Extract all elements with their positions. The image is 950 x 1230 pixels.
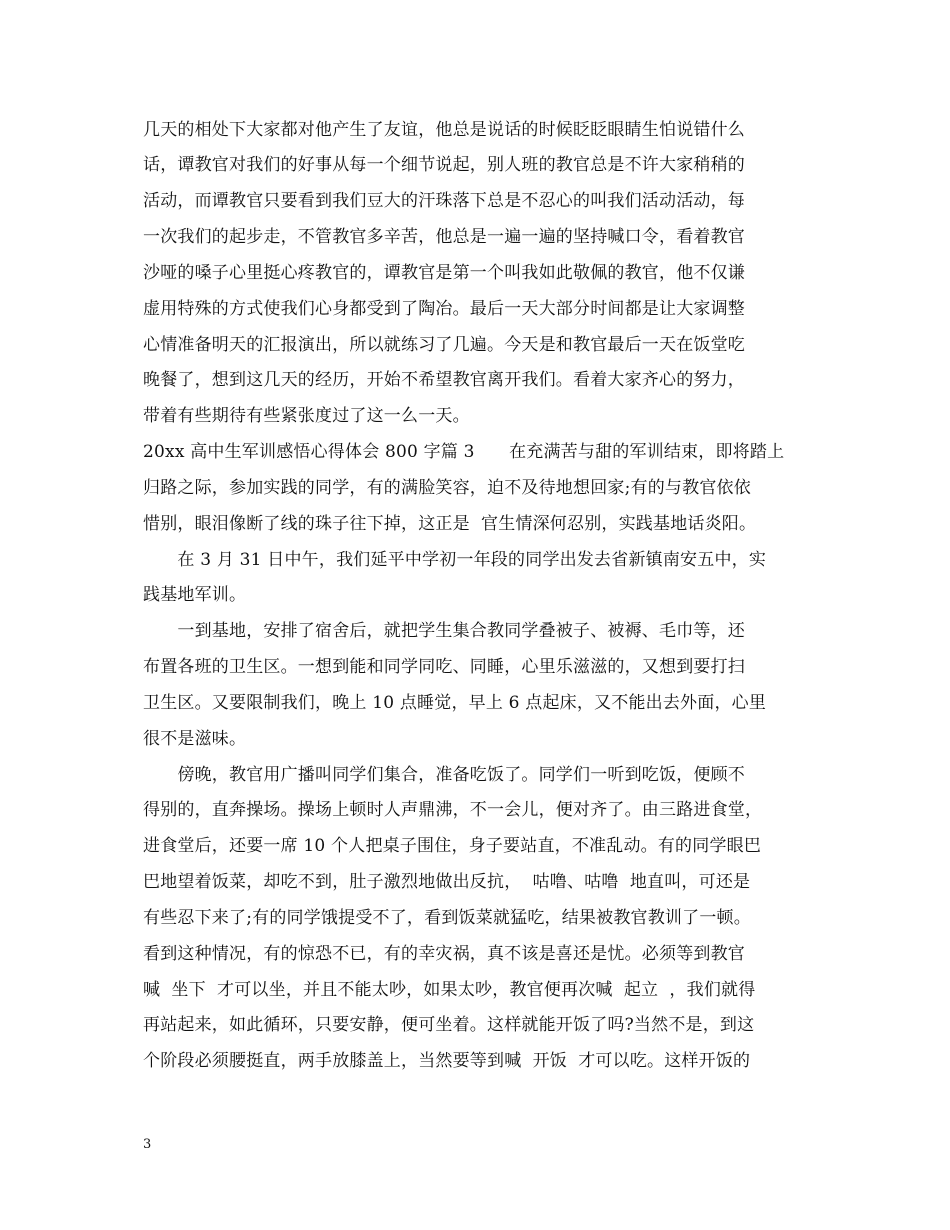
text-line: 心情准备明天的汇报演出，所以就练习了几遍。今天是和教官最后一天在饭堂吃 bbox=[143, 335, 745, 355]
text-line: 沙哑的嗓子心里挺心疼教官的，谭教官是第一个叫我如此敬佩的教官，他不仅谦 bbox=[143, 263, 745, 283]
text-line: 践基地军训。 bbox=[143, 585, 247, 605]
page-number: 3 bbox=[143, 1137, 152, 1152]
text-line: 晚餐了，想到这几天的经历，开始不希望教官离开我们。看着大家齐心的努力， bbox=[143, 370, 745, 390]
text-line: 卫生区。又要限制我们，晚上 10 点睡觉，早上 6 点起床，又不能出去外面，心里 bbox=[143, 693, 767, 713]
text-line: 个阶段必须腰挺直，两手放膝盖上，当然要等到喊 开饭 才可以吃。这样开饭的 bbox=[143, 1051, 751, 1071]
text-line: 几天的相处下大家都对他产生了友谊，他总是说话的时候眨眨眼睛生怕说错什么 bbox=[143, 120, 745, 140]
text-line: 话，谭教官对我们的好事从每一个细节说起，别人班的教官总是不许大家稍稍的 bbox=[143, 155, 745, 175]
section-heading-line: 20xx 高中生军训感悟心得体会 800 字篇 3 在充满苦与甜的军训结束，即将踏上 bbox=[143, 442, 785, 462]
text-line: 活动，而谭教官只要看到我们豆大的汗珠落下总是不忍心的叫我们活动活动，每 bbox=[143, 191, 745, 211]
text-line: 带着有些期待有些紧张度过了这一么一天。 bbox=[143, 406, 470, 426]
text-line: 傍晚，教官用广播叫同学们集合，准备吃饭了。同学们一听到吃饭，便顾不 bbox=[143, 765, 745, 785]
text-line: 得别的，直奔操场。操场上顿时人声鼎沸，不一会儿，便对齐了。由三路进食堂， bbox=[143, 800, 763, 820]
text-line: 看到这种情况，有的惊恐不已，有的幸灾祸，真不该是喜还是忧。必须等到教官 bbox=[143, 944, 745, 964]
text-line: 巴地望着饭菜，却吃不到，肚子激烈地做出反抗， 咕噜、咕噜 地直叫，可还是 bbox=[143, 872, 751, 892]
text-line: 归路之际，参加实践的同学，有的满脸笑容，迫不及待地想回家;有的与教官依依 bbox=[143, 478, 751, 498]
text-line: 进食堂后，还要一席 10 个人把桌子围住，身子要站直，不准乱动。有的同学眼巴 bbox=[143, 836, 762, 856]
text-line: 一到基地，安排了宿舍后，就把学生集合教同学叠被子、被褥、毛巾等，还 bbox=[143, 621, 745, 641]
text-line: 在 3 月 31 日中午，我们延平中学初一年段的同学出发去省新镇南安五中，实 bbox=[143, 550, 767, 570]
text-line: 布置各班的卫生区。一想到能和同学同吃、同睡，心里乐滋滋的，又想到要打扫 bbox=[143, 657, 745, 677]
text-line: 再站起来，如此循环，只要安静，便可坐着。这样就能开饭了吗?当然不是，到这 bbox=[143, 1015, 755, 1035]
text-line: 虚用特殊的方式使我们心身都受到了陶冶。最后一天大部分时间都是让大家调整 bbox=[143, 299, 745, 319]
text-line: 惜别，眼泪像断了线的珠子往下掉，这正是 官生情深何忍别，实践基地话炎阳。 bbox=[143, 514, 757, 534]
text-line: 喊 坐下 才可以坐，并且不能太吵，如果太吵，教官便再次喊 起立 ，我们就得 bbox=[143, 980, 756, 1000]
text-line: 有些忍下来了;有的同学饿提受不了，看到饭菜就猛吃，结果被教官教训了一顿。 bbox=[143, 908, 751, 928]
text-line: 很不是滋味。 bbox=[143, 729, 247, 749]
text-line: 一次我们的起步走，不管教官多辛苦，他总是一遍一遍的坚持喊口令，看着教官 bbox=[143, 227, 745, 247]
